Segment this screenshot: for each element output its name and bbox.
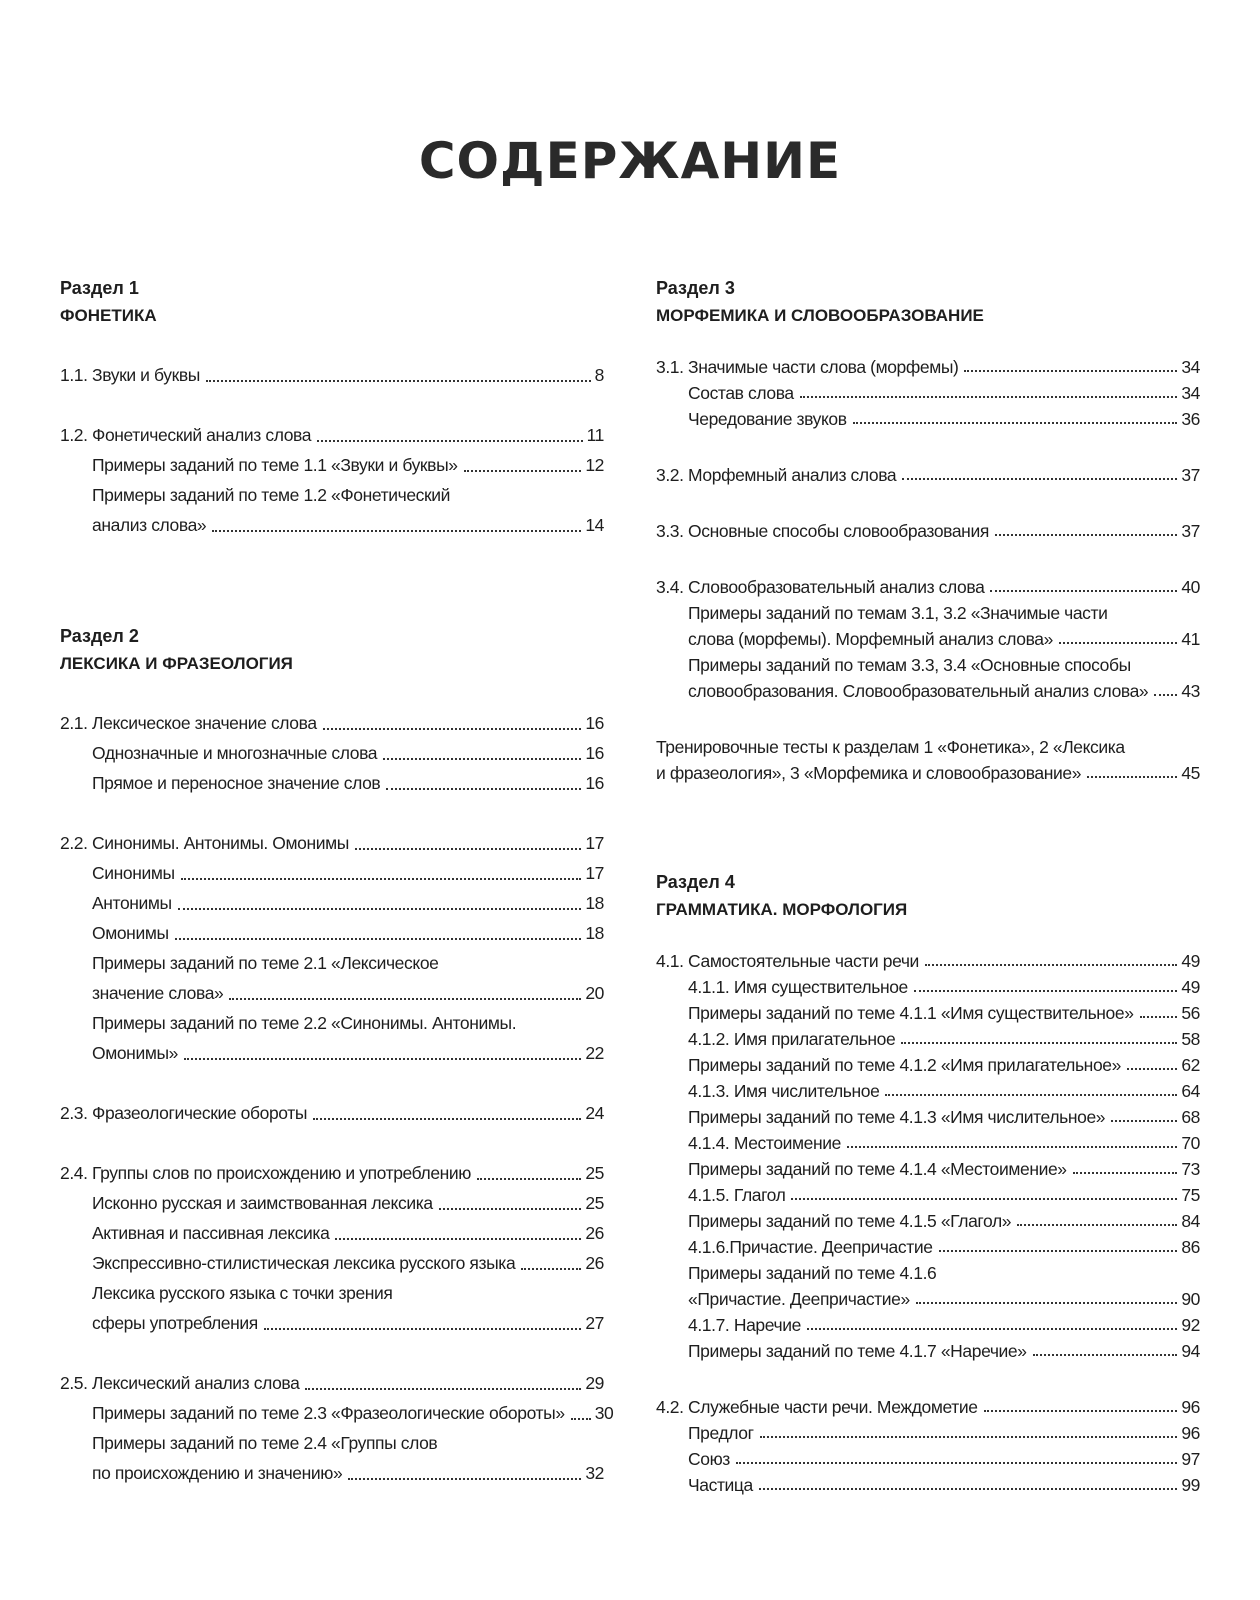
toc-subentry: 4.1.1. Имя существительное 49 (688, 977, 1200, 997)
toc-subentry: Омонимы 18 (92, 923, 604, 943)
toc-subentry: Синонимы 17 (92, 863, 604, 883)
section-number: Раздел 3 (656, 278, 735, 298)
toc-subentry: Предлог 96 (688, 1423, 1200, 1443)
toc-entry: 3.3. Основные способы словообразования 37 (656, 521, 1200, 541)
toc-subentry-line: Примеры заданий по темам 3.3, 3.4 «Основные способы (688, 655, 1131, 675)
section-name: МОРФЕМИКА И СЛОВООБРАЗОВАНИЕ (656, 306, 984, 325)
toc-subentry: анализ слова» 14 (92, 515, 604, 535)
toc-subentry: Прямое и переносное значение слов 16 (92, 773, 604, 793)
toc-entry: 1.2. Фонетический анализ слова 11 (60, 425, 604, 445)
toc-subentry-line: Примеры заданий по теме 2.1 «Лексическое (92, 953, 439, 973)
toc-right-column (656, 274, 1200, 1498)
toc-subentry: 4.1.6.Причастие. Деепричастие 86 (688, 1237, 1200, 1257)
toc-subentry: Примеры заданий по теме 4.1.7 «Наречие» 94 (688, 1341, 1200, 1361)
toc-entry: 3.1. Значимые части слова (морфемы) 34 (656, 357, 1200, 377)
toc-subentry: слова (морфемы). Морфемный анализ слова» 41 (688, 629, 1200, 649)
toc-subentry: Примеры заданий по теме 4.1.4 «Местоимение» 73 (688, 1159, 1200, 1179)
toc-subentry: Активная и пассивная лексика 26 (92, 1223, 604, 1243)
toc-subentry-line: Примеры заданий по теме 2.4 «Группы слов (92, 1433, 438, 1453)
toc-subentry-line: Лексика русского языка с точки зрения (92, 1283, 393, 1303)
toc-subentry: Примеры заданий по теме 4.1.2 «Имя прилагательное» 62 (688, 1055, 1200, 1075)
toc-entry: 1.1. Звуки и буквы 8 (60, 365, 604, 385)
toc-subentry-line: Примеры заданий по теме 2.2 «Синонимы. Антонимы. (92, 1013, 517, 1033)
section-number: Раздел 1 (60, 278, 139, 298)
toc-entry: 2.3. Фразеологические обороты 24 (60, 1103, 604, 1123)
section-heading (656, 868, 1200, 924)
toc-subentry: Примеры заданий по теме 4.1.5 «Глагол» 84 (688, 1211, 1200, 1231)
toc-subentry: Исконно русская и заимствованная лексика 25 (92, 1193, 604, 1213)
toc-entry-line: Тренировочные тесты к разделам 1 «Фонетика», 2 «Лексика (656, 737, 1125, 757)
toc-subentry: Экспрессивно-стилистическая лексика русского языка 26 (92, 1253, 604, 1273)
toc-entry: 4.1. Самостоятельные части речи 49 (656, 951, 1200, 971)
section-number: Раздел 2 (60, 626, 139, 646)
toc-entry: 3.2. Морфемный анализ слова 37 (656, 465, 1200, 485)
toc-subentry: «Причастие. Деепричастие» 90 (688, 1289, 1200, 1309)
toc-subentry: 4.1.3. Имя числительное 64 (688, 1081, 1200, 1101)
toc-left-column (60, 274, 614, 1488)
section-name: ГРАММАТИКА. МОРФОЛОГИЯ (656, 900, 908, 919)
toc-subentry: сферы употребления 27 (92, 1313, 604, 1333)
toc-subentry: Примеры заданий по теме 2.3 «Фразеологические обороты» 30 (92, 1403, 614, 1423)
toc-entry: 2.1. Лексическое значение слова 16 (60, 713, 604, 733)
toc-subentry: Омонимы» 22 (92, 1043, 604, 1063)
toc-entry: 2.5. Лексический анализ слова 29 (60, 1373, 604, 1393)
toc-subentry: Частица 99 (688, 1475, 1200, 1495)
toc-subentry: 4.1.4. Местоимение 70 (688, 1133, 1200, 1153)
section-number: Раздел 4 (656, 872, 735, 892)
toc-subentry-line: Примеры заданий по теме 1.2 «Фонетический (92, 485, 451, 505)
toc-subentry: Состав слова 34 (688, 383, 1200, 403)
toc-subentry: Чередование звуков 36 (688, 409, 1200, 429)
page-title: СОДЕРЖАНИЕ (418, 132, 842, 190)
toc-subentry: 4.1.7. Наречие 92 (688, 1315, 1200, 1335)
toc-entry: 3.4. Словообразовательный анализ слова 40 (656, 577, 1200, 597)
toc-subentry-line: Примеры заданий по темам 3.1, 3.2 «Значимые части (688, 603, 1108, 623)
toc-subentry: Однозначные и многозначные слова 16 (92, 743, 604, 763)
section-heading (60, 622, 604, 678)
toc-subentry: по происхождению и значению» 32 (92, 1463, 604, 1483)
toc-subentry: 4.1.5. Глагол 75 (688, 1185, 1200, 1205)
toc-subentry: Примеры заданий по теме 4.1.3 «Имя числительное» 68 (688, 1107, 1200, 1127)
toc-subentry: словообразования. Словообразовательный анализ слова» 43 (688, 681, 1200, 701)
section-heading (656, 274, 1200, 330)
toc-subentry-line: Примеры заданий по теме 4.1.6 (688, 1263, 937, 1283)
toc-subentry: значение слова» 20 (92, 983, 604, 1003)
toc-subentry: Примеры заданий по теме 4.1.1 «Имя существительное» 56 (688, 1003, 1200, 1023)
section-heading (60, 274, 604, 330)
toc-entry: и фразеология», 3 «Морфемика и словообразование» 45 (656, 763, 1200, 783)
toc-subentry: Примеры заданий по теме 1.1 «Звуки и буквы» 12 (92, 455, 604, 475)
toc-entry: 2.2. Синонимы. Антонимы. Омонимы 17 (60, 833, 604, 853)
section-name: ЛЕКСИКА И ФРАЗЕОЛОГИЯ (60, 654, 293, 673)
toc-entry: 4.2. Служебные части речи. Междометие 96 (656, 1397, 1200, 1417)
toc-subentry: Антонимы 18 (92, 893, 604, 913)
section-name: ФОНЕТИКА (60, 306, 157, 325)
toc-entry: 2.4. Группы слов по происхождению и употреблению 25 (60, 1163, 604, 1183)
toc-subentry: Союз 97 (688, 1449, 1200, 1469)
toc-subentry: 4.1.2. Имя прилагательное 58 (688, 1029, 1200, 1049)
